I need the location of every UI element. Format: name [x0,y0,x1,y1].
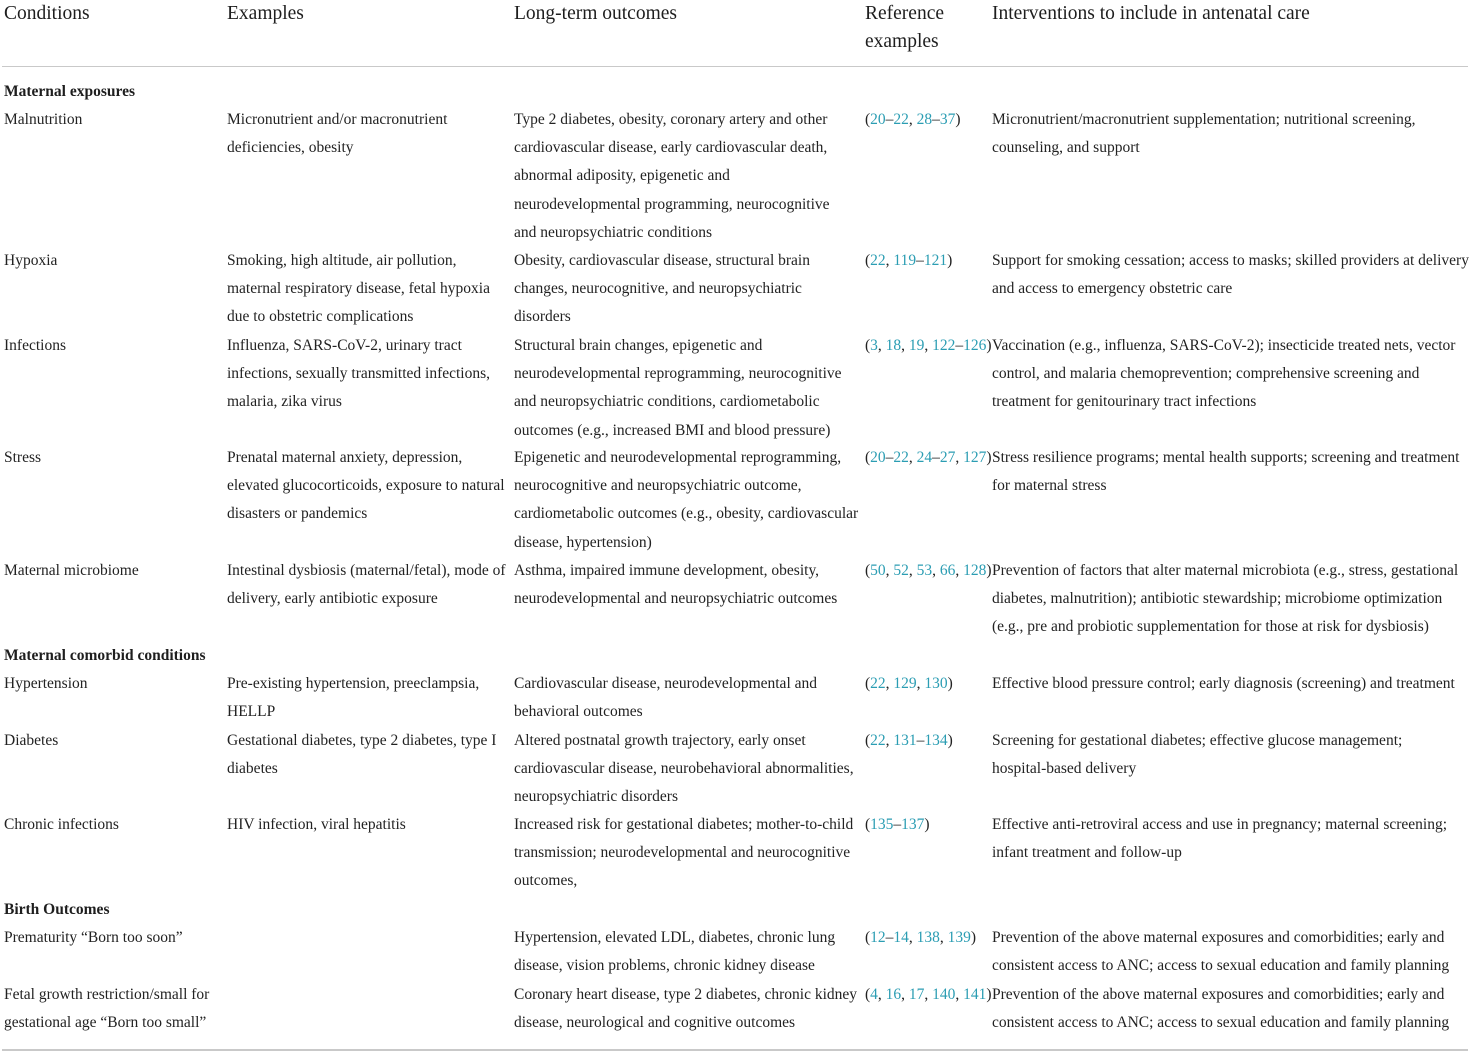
reference-link[interactable]: 139 [947,929,971,946]
reference-link[interactable]: 119 [893,252,917,269]
reference-link[interactable]: 20 [870,449,886,466]
interventions-cell-line: treatment for genitourinary tract infections [992,393,1257,411]
reference-separator: , [939,929,948,946]
reference-separator: , [877,337,886,354]
reference-link[interactable]: 27 [939,449,956,466]
reference-separator: , [955,562,964,579]
outcomes-cell-line: Epigenetic and neurodevelopmental reprogramming, [514,449,842,466]
interventions-cell [992,247,1469,303]
outcomes-cell [514,247,810,332]
interventions-cell [992,444,1459,500]
reference-list [865,924,976,952]
interventions-cell [992,670,1455,698]
paren-close: ) [986,449,992,466]
interventions-cell [992,557,1458,642]
reference-link[interactable]: 127 [963,449,987,466]
examples-cell-line: maternal respiratory disease, fetal hypoxia [227,280,490,298]
examples-cell [227,557,506,613]
condition-cell-line: Hypoxia [4,252,58,269]
outcomes-cell [514,924,835,980]
reference-link[interactable]: 134 [924,732,948,749]
interventions-cell-line: Vaccination (e.g., influenza, SARS-CoV-2); insecticide treated nets, vector [992,337,1456,354]
examples-cell-line: Influenza, SARS-CoV-2, urinary tract [227,337,462,354]
paren-open: ( [865,732,871,749]
condition-cell [4,981,209,1037]
reference-link[interactable]: 141 [963,986,987,1003]
outcomes-cell-line: behavioral outcomes [514,703,643,721]
interventions-cell-line: Screening for gestational diabetes; effective glucose management; [992,732,1403,749]
reference-link[interactable]: 137 [901,816,925,833]
outcomes-cell-line: changes, neurocognitive, and neuropsychiatric [514,280,802,298]
outcomes-cell-line: Obesity, cardiovascular disease, structural brain [514,252,810,269]
paren-open: ( [865,929,871,946]
reference-link[interactable]: 3 [870,337,878,354]
reference-link[interactable]: 4 [870,986,878,1003]
header-reference-line2: examples [865,31,939,52]
interventions-cell [992,811,1447,867]
reference-link[interactable]: 24 [916,449,933,466]
reference-separator: , [885,252,894,269]
interventions-cell [992,981,1449,1037]
paren-open: ( [865,252,871,269]
outcomes-cell [514,670,817,726]
section-title: Maternal exposures [4,83,136,100]
examples-cell [227,332,490,417]
reference-link[interactable]: 12 [870,929,886,946]
reference-separator: , [885,732,894,749]
condition-cell-line: Chronic infections [4,816,119,833]
header-reference [865,0,944,56]
condition-cell-line: gestational age “Born too small” [4,1014,207,1032]
examples-cell-line: diabetes [227,760,278,778]
reference-separator: , [924,986,933,1003]
examples-cell-line: Smoking, high altitude, air pollution, [227,252,457,269]
reference-separator: , [955,449,964,466]
outcomes-cell-line: outcomes, [514,872,578,890]
interventions-cell-line: for maternal stress [992,477,1107,495]
interventions-cell-line: Prevention of factors that alter maternal microbiota (e.g., stress, gestational [992,562,1459,579]
examples-cell-line: elevated glucocorticoids, exposure to natural [227,477,505,495]
reference-link[interactable]: 128 [963,562,987,579]
paren-open: ( [865,816,871,833]
header-rule [2,66,1468,67]
examples-cell-line: HIV infection, viral hepatitis [227,816,406,833]
paren-close: ) [924,816,930,833]
condition-cell [4,444,41,472]
examples-cell [227,444,505,529]
reference-list [865,247,952,275]
reference-separator: – [916,732,925,749]
paren-open: ( [865,562,871,579]
reference-list [865,557,992,585]
condition-cell [4,247,57,275]
reference-separator: , [885,562,894,579]
outcomes-cell [514,981,857,1037]
section-title: Birth Outcomes [4,901,110,918]
reference-separator: – [932,111,940,128]
interventions-cell-line: Support for smoking cessation; access to masks; skilled providers at delivery [992,252,1469,269]
reference-separator: , [924,337,933,354]
outcomes-cell-line: Increased risk for gestational diabetes; mother-to-child [514,816,854,833]
outcomes-cell-line: Structural brain changes, epigenetic and [514,337,763,354]
header-reference-line1: Reference [865,3,945,24]
footer-rule [2,1049,1468,1051]
interventions-cell-line: Micronutrient/macronutrient supplementation; nutritional screening, [992,111,1416,128]
paren-close: ) [947,252,953,269]
paren-close: ) [955,111,961,128]
reference-link[interactable]: 140 [932,986,956,1003]
reference-link[interactable]: 28 [916,111,933,128]
interventions-cell-line: Effective anti-retroviral access and use in pregnancy; maternal screening; [992,816,1448,833]
interventions-cell-line: Prevention of the above maternal exposures and comorbidities; early and [992,986,1445,1003]
condition-cell [4,670,88,698]
interventions-cell [992,924,1449,980]
examples-cell [227,106,447,162]
reference-link[interactable]: 122 [932,337,956,354]
paren-close: ) [986,337,992,354]
reference-list [865,727,953,755]
reference-link[interactable]: 22 [893,449,909,466]
paren-close: ) [947,675,953,692]
outcomes-cell-line: abnormal adiposity, epigenetic and [514,167,730,185]
reference-separator: – [893,816,902,833]
condition-cell-line: Prematurity “Born too soon” [4,929,183,946]
outcomes-cell-line: disease, neurological and cognitive outcomes [514,1014,796,1032]
outcomes-cell-line: Hypertension, elevated LDL, diabetes, chronic lung [514,929,836,946]
interventions-cell-line: Prevention of the above maternal exposures and comorbidities; early and [992,929,1445,946]
reference-link[interactable]: 22 [870,252,886,269]
paren-close: ) [986,986,992,1003]
reference-separator: , [908,111,917,128]
reference-separator: , [877,986,886,1003]
outcomes-cell-line: neurodevelopmental programming, neurocognitive [514,195,830,213]
paren-close: ) [970,929,977,946]
reference-separator: , [885,675,894,692]
outcomes-cell [514,727,854,812]
outcomes-cell-line: neurodevelopmental and neuropsychiatric outcomes [514,590,838,608]
examples-cell-line: Intestinal dysbiosis (maternal/fetal), mode of [227,562,506,579]
interventions-cell-line: consistent access to ANC; access to sexual education and family planning [992,1014,1450,1032]
examples-cell [227,727,496,783]
reference-link[interactable]: 37 [939,111,956,128]
reference-separator: , [901,986,909,1003]
condition-cell [4,924,183,952]
reference-separator: , [932,562,940,579]
examples-cell-line: disasters or pandemics [227,505,368,523]
condition-cell-line: Maternal microbiome [4,562,139,579]
reference-separator: , [955,986,964,1003]
examples-cell-line: Pre-existing hypertension, preeclampsia, [227,675,480,692]
reference-link[interactable]: 22 [893,111,909,128]
examples-cell [227,811,406,839]
condition-cell-line: Diabetes [4,732,59,749]
paren-open: ( [865,986,871,1003]
reference-separator: , [908,449,917,466]
outcomes-cell [514,444,858,557]
outcomes-cell-line: cardiometabolic outcomes (e.g., obesity, cardiovascular [514,505,859,523]
outcomes-cell-line: Altered postnatal growth trajectory, early onset [514,732,806,749]
reference-link[interactable]: 22 [870,675,886,692]
paren-open: ( [865,675,871,692]
outcomes-cell-line: outcomes (e.g., increased BMI and blood pressure) [514,421,831,439]
reference-link[interactable]: 138 [916,929,940,946]
reference-link[interactable]: 16 [885,986,902,1003]
interventions-cell [992,727,1402,783]
reference-link[interactable]: 121 [923,252,948,269]
paren-open: ( [865,111,871,128]
condition-cell [4,557,139,585]
reference-link[interactable]: 22 [870,732,886,749]
reference-link[interactable]: 20 [870,111,886,128]
paren-open: ( [865,449,871,466]
interventions-cell [992,106,1416,162]
outcomes-cell-line: and neuropsychiatric conditions, cardiometabolic [514,393,820,411]
condition-cell-line: Infections [4,337,66,354]
condition-cell [4,727,58,755]
examples-cell-line: Micronutrient and/or macronutrient [227,111,448,128]
condition-cell-line: Stress [4,449,42,466]
reference-separator: – [955,337,964,354]
header-interventions: Interventions to include in antenatal care [992,3,1310,24]
condition-cell-line: Hypertension [4,675,88,692]
examples-cell-line: infections, sexually transmitted infections, [227,365,491,383]
reference-list [865,332,992,360]
reference-separator: – [885,929,894,946]
reference-list [865,444,992,472]
reference-link[interactable]: 18 [885,337,902,354]
interventions-cell-line: Stress resilience programs; mental health supports; screening and treatment [992,449,1460,466]
outcomes-cell-line: neuropsychiatric disorders [514,788,678,806]
reference-separator: , [916,675,925,692]
interventions-cell-line: diabetes, malnutrition); antibiotic stewardship; microbiome optimization [992,590,1443,608]
interventions-cell [992,332,1455,417]
outcomes-cell [514,106,830,247]
outcomes-cell-line: disease, hypertension) [514,533,652,551]
reference-link[interactable]: 52 [893,562,909,579]
condition-cell [4,332,66,360]
reference-separator: , [908,562,917,579]
interventions-cell-line: control, and malaria chemoprevention; comprehensive screening and [992,365,1420,383]
reference-link[interactable]: 14 [893,929,909,946]
outcomes-cell-line: Coronary heart disease, type 2 diabetes, chronic kidney [514,986,858,1003]
reference-separator: – [932,449,940,466]
outcomes-cell [514,811,853,896]
interventions-cell-line: (e.g., pre and probiotic supplementation for those at risk for dysbiosis) [992,618,1429,636]
condition-cell-line: Malnutrition [4,111,83,128]
interventions-cell-line: and access to emergency obstetric care [992,280,1233,298]
outcomes-cell-line: cardiovascular disease, neurobehavioral abnormalities, [514,760,854,778]
paren-close: ) [947,732,953,749]
examples-cell-line: due to obstetric complications [227,308,414,326]
outcomes-cell-line: Type 2 diabetes, obesity, coronary artery and other [514,111,828,128]
reference-separator: , [908,929,917,946]
outcomes-cell-line: neurocognitive and neuropsychiatric outcome, [514,477,802,495]
reference-link[interactable]: 19 [908,337,925,354]
reference-list [865,811,930,839]
interventions-cell-line: Effective blood pressure control; early diagnosis (screening) and treatment [992,675,1455,692]
reference-link[interactable]: 66 [939,562,956,579]
outcomes-cell-line: neurodevelopmental reprogramming, neurocognitive [514,365,842,383]
examples-cell-line: Gestational diabetes, type 2 diabetes, type I [227,732,497,749]
reference-separator: – [885,449,894,466]
outcomes-cell-line: transmission; neurodevelopmental and neurocognitive [514,844,851,862]
outcomes-cell-line: Cardiovascular disease, neurodevelopmental and [514,675,817,692]
paren-open: ( [865,337,871,354]
reference-separator: – [916,252,924,269]
reference-separator: , [901,337,909,354]
interventions-cell-line: infant treatment and follow-up [992,844,1182,862]
reference-link[interactable]: 129 [893,675,917,692]
interventions-cell-line: counseling, and support [992,139,1140,157]
reference-list [865,106,961,134]
reference-list [865,670,953,698]
condition-cell [4,106,82,134]
interventions-cell-line: hospital-based delivery [992,760,1137,778]
reference-separator: – [885,111,894,128]
outcomes-cell-line: disease, vision problems, chronic kidney disease [514,957,815,975]
examples-cell-line: HELLP [227,703,276,721]
header-examples: Examples [227,3,304,24]
reference-link[interactable]: 131 [893,732,917,749]
reference-link[interactable]: 126 [963,337,987,354]
outcomes-cell [514,557,837,613]
examples-cell-line: malaria, zika virus [227,393,342,411]
outcomes-cell-line: disorders [514,308,571,326]
reference-list [865,981,992,1009]
reference-link[interactable]: 130 [924,675,948,692]
reference-link[interactable]: 135 [870,816,894,833]
reference-link[interactable]: 17 [908,986,925,1003]
outcomes-cell-line: cardiovascular disease, early cardiovascular death, [514,139,828,157]
examples-cell [227,670,479,726]
reference-link[interactable]: 50 [870,562,886,579]
section-title: Maternal comorbid conditions [4,647,206,664]
examples-cell-line: deficiencies, obesity [227,139,354,157]
reference-link[interactable]: 53 [916,562,933,579]
condition-cell [4,811,119,839]
examples-cell [227,247,490,332]
outcomes-cell [514,332,842,445]
condition-cell-line: Fetal growth restriction/small for [4,986,210,1003]
paren-close: ) [986,562,992,579]
header-outcomes: Long-term outcomes [514,3,677,24]
examples-cell-line: delivery, early antibiotic exposure [227,590,438,608]
outcomes-cell-line: Asthma, impaired immune development, obesity, [514,562,820,579]
examples-cell-line: Prenatal maternal anxiety, depression, [227,449,463,466]
interventions-cell-line: consistent access to ANC; access to sexual education and family planning [992,957,1450,975]
outcomes-cell-line: and neuropsychiatric conditions [514,223,713,241]
header-conditions: Conditions [4,3,90,24]
